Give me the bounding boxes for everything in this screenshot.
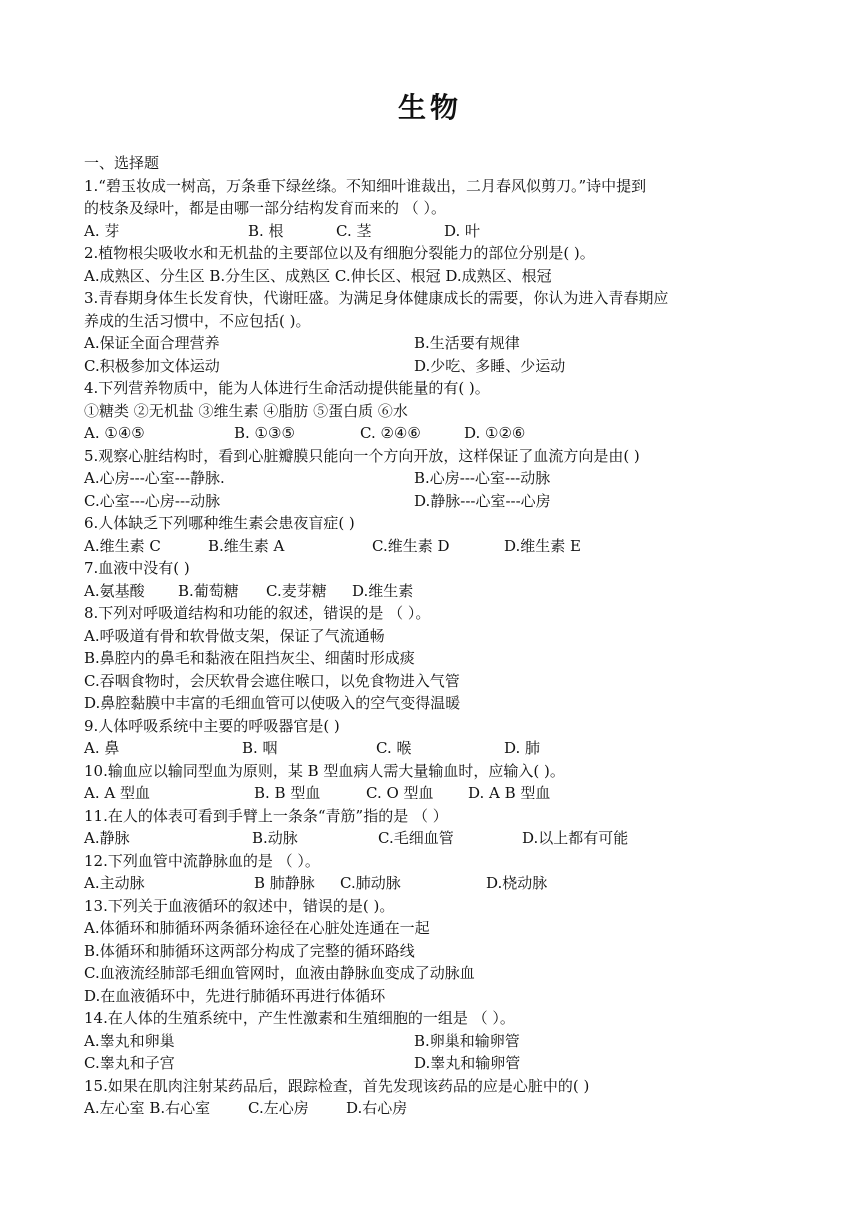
question — [84, 805, 784, 850]
page-title: 生物 — [397, 91, 462, 124]
question — [84, 1075, 784, 1120]
answer-option[interactable]: A. A 型血 — [84, 784, 150, 802]
option-row — [84, 670, 784, 693]
answer-option[interactable]: A.心房---心室---静脉. — [84, 469, 225, 487]
option-row — [84, 467, 784, 490]
question-list — [84, 152, 784, 1120]
question-stem-continued: ①糖类 ②无机盐 ③维生素 ④脂肪 ⑤蛋白质 ⑥水 — [84, 401, 408, 420]
option-row — [84, 355, 784, 378]
question — [84, 602, 784, 715]
answer-option[interactable]: D.鼻腔黏膜中丰富的毛细血管可以使吸入的空气变得温暖 — [84, 694, 461, 712]
question-stem: 15.如果在肌肉注射某药品后，跟踪检查，首先发现该药品的应是心脏中的( ) — [84, 1076, 590, 1095]
answer-option[interactable]: A.左心室 B.右心室 — [84, 1099, 211, 1117]
answer-option[interactable]: D.右心房 — [346, 1099, 408, 1117]
answer-option[interactable]: A.维生素 C — [84, 536, 161, 555]
question — [84, 377, 784, 445]
option-row — [84, 872, 784, 895]
answer-option[interactable]: B 肺静脉 — [254, 874, 315, 892]
answer-option[interactable]: C.左心房 — [248, 1099, 309, 1117]
answer-option[interactable]: C.麦芽糖 — [266, 581, 327, 600]
question-stem: 14.在人体的生殖系统中，产生性激素和生殖细胞的一组是 （ ）。 — [84, 1009, 515, 1027]
option-row — [84, 625, 784, 648]
question — [84, 512, 784, 557]
answer-option[interactable]: A.保证全面合理营养 — [84, 334, 220, 352]
question — [84, 445, 784, 513]
answer-option[interactable]: D. 叶 — [444, 221, 481, 240]
option-row — [84, 917, 784, 940]
answer-option[interactable]: C. O 型血 — [366, 784, 434, 802]
answer-option[interactable]: B.葡萄糖 — [178, 581, 239, 600]
answer-option[interactable]: C.肺动脉 — [340, 874, 401, 892]
answer-option[interactable]: A. 芽 — [84, 221, 120, 240]
question — [84, 557, 784, 602]
option-row — [84, 940, 784, 963]
question-stem: 1.“碧玉妆成一树高，万条垂下绿丝绦。不知细叶谁裁出，二月春风似剪刀。”诗中提到 — [84, 176, 647, 195]
answer-option[interactable]: A.睾丸和卵巢 — [84, 1031, 175, 1050]
option-row — [84, 265, 784, 288]
option-row — [84, 1052, 784, 1075]
answer-option[interactable]: A.成熟区、分生区 B.分生区、成熟区 C.伸长区、根冠 D.成熟区、根冠 — [84, 266, 552, 285]
question — [84, 895, 784, 1008]
answer-option[interactable]: D.桡动脉 — [486, 874, 548, 892]
question-stem: 7.血液中没有( ) — [84, 559, 190, 577]
question — [84, 715, 784, 760]
question-stem: 8.下列对呼吸道结构和功能的叙述，错误的是 （ ）。 — [84, 604, 431, 622]
option-row — [84, 490, 784, 513]
answer-option[interactable]: C.睾丸和子宫 — [84, 1054, 175, 1072]
answer-option[interactable]: D.静脉---心室---心房 — [414, 491, 551, 510]
answer-option[interactable]: B.体循环和肺循环这两部分构成了完整的循环路线 — [84, 941, 415, 960]
question — [84, 850, 784, 895]
question-stem: 4.下列营养物质中，能为人体进行生命活动提供能量的有( )。 — [84, 379, 490, 397]
answer-option[interactable]: C.吞咽食物时，会厌软骨会遮住喉口，以免食物进入气管 — [84, 671, 460, 690]
answer-option[interactable]: C. 喉 — [376, 739, 412, 757]
section-heading: 一、选择题 — [84, 154, 160, 172]
answer-option[interactable]: C.血液流经肺部毛细血管网时，血液由静脉血变成了动脉血 — [84, 964, 475, 982]
answer-option[interactable]: A.呼吸道有骨和软骨做支架，保证了气流通畅 — [84, 626, 385, 645]
answer-option[interactable]: A.主动脉 — [84, 874, 145, 892]
option-row — [84, 962, 784, 985]
answer-option[interactable]: D.维生素 E — [504, 536, 581, 555]
option-row — [84, 1030, 784, 1053]
answer-option[interactable]: A.氨基酸 — [84, 581, 145, 600]
answer-option[interactable]: B. 咽 — [242, 739, 278, 757]
question — [84, 760, 784, 805]
question-stem: 12.下列血管中流静脉血的是 （ ）。 — [84, 851, 320, 870]
answer-option[interactable]: C.心室---心房---动脉 — [84, 491, 221, 510]
answer-option[interactable]: B.卵巢和输卵管 — [414, 1031, 520, 1050]
answer-option[interactable]: B. 根 — [248, 221, 284, 240]
option-row — [84, 647, 784, 670]
answer-option[interactable]: D. ①②⑥ — [464, 424, 526, 442]
answer-option[interactable]: C. 茎 — [336, 221, 372, 240]
option-row — [84, 692, 784, 715]
option-row — [84, 827, 784, 850]
answer-option[interactable]: B.动脉 — [252, 829, 298, 847]
question — [84, 175, 784, 243]
answer-option[interactable]: D.少吃、多睡、少运动 — [414, 356, 566, 375]
answer-option[interactable]: D.睾丸和输卵管 — [414, 1054, 521, 1072]
question-stem: 3.青春期身体生长发育快，代谢旺盛。为满足身体健康成长的需要，你认为进入青春期应 — [84, 289, 669, 307]
answer-option[interactable]: C. ②④⑥ — [360, 424, 421, 442]
question-stem: 6.人体缺乏下列哪种维生素会患夜盲症( ) — [84, 514, 355, 532]
option-row — [84, 1097, 784, 1120]
answer-option[interactable]: D.在血液循环中，先进行肺循环再进行体循环 — [84, 986, 386, 1005]
option-row — [84, 535, 784, 558]
answer-option[interactable]: B. B 型血 — [254, 784, 321, 802]
question — [84, 242, 784, 287]
answer-option[interactable]: B. ①③⑤ — [234, 424, 295, 442]
option-row — [84, 580, 784, 603]
answer-option[interactable]: B.生活要有规律 — [414, 334, 520, 352]
answer-option[interactable]: A.体循环和肺循环两条循环途径在心脏处连通在一起 — [84, 919, 430, 937]
question-stem: 5.观察心脏结构时，看到心脏瓣膜只能向一个方向开放，这样保证了血流方向是由( ) — [84, 446, 640, 465]
answer-option[interactable]: A. ①④⑤ — [84, 424, 145, 442]
option-row — [84, 332, 784, 355]
question-stem: 2.植物根尖吸收水和无机盐的主要部位以及有细胞分裂能力的部位分别是( )。 — [84, 244, 595, 262]
answer-option[interactable]: B.鼻腔内的鼻毛和黏液在阻挡灰尘、细菌时形成痰 — [84, 649, 415, 667]
question-stem: 10.输血应以输同型血为原则，某 B 型血病人需大量输血时，应输入( )。 — [84, 761, 565, 780]
question-stem: 11.在人的体表可看到手臂上一条条“青筋”指的是 （ ） — [84, 806, 448, 825]
answer-option[interactable]: D. 肺 — [504, 739, 541, 757]
question-stem: 9.人体呼吸系统中主要的呼吸器官是( ) — [84, 716, 340, 735]
question-stem-continued: 的枝条及绿叶，都是由哪一部分结构发育而来的 （ ）。 — [84, 199, 447, 217]
answer-option[interactable]: C.毛细血管 — [378, 829, 454, 847]
option-row — [84, 422, 784, 445]
answer-option[interactable]: C.维生素 D — [372, 536, 450, 555]
answer-option[interactable]: A. 鼻 — [84, 739, 120, 757]
option-row — [84, 737, 784, 760]
answer-option[interactable]: D.以上都有可能 — [522, 829, 629, 847]
question — [84, 1007, 784, 1075]
answer-option[interactable]: A.静脉 — [84, 829, 130, 847]
answer-option[interactable]: C.积极参加文体运动 — [84, 356, 220, 375]
answer-option[interactable]: B.维生素 A — [208, 536, 285, 555]
option-row — [84, 985, 784, 1008]
question-stem: 13.下列关于血液循环的叙述中，错误的是( )。 — [84, 896, 395, 915]
question — [84, 287, 784, 377]
answer-option[interactable]: D. A B 型血 — [468, 784, 551, 802]
option-row — [84, 782, 784, 805]
question-stem-continued: 养成的生活习惯中，不应包括( )。 — [84, 311, 311, 330]
answer-option[interactable]: B.心房---心室---动脉 — [414, 469, 551, 487]
option-row — [84, 220, 784, 243]
answer-option[interactable]: D.维生素 — [352, 581, 414, 600]
